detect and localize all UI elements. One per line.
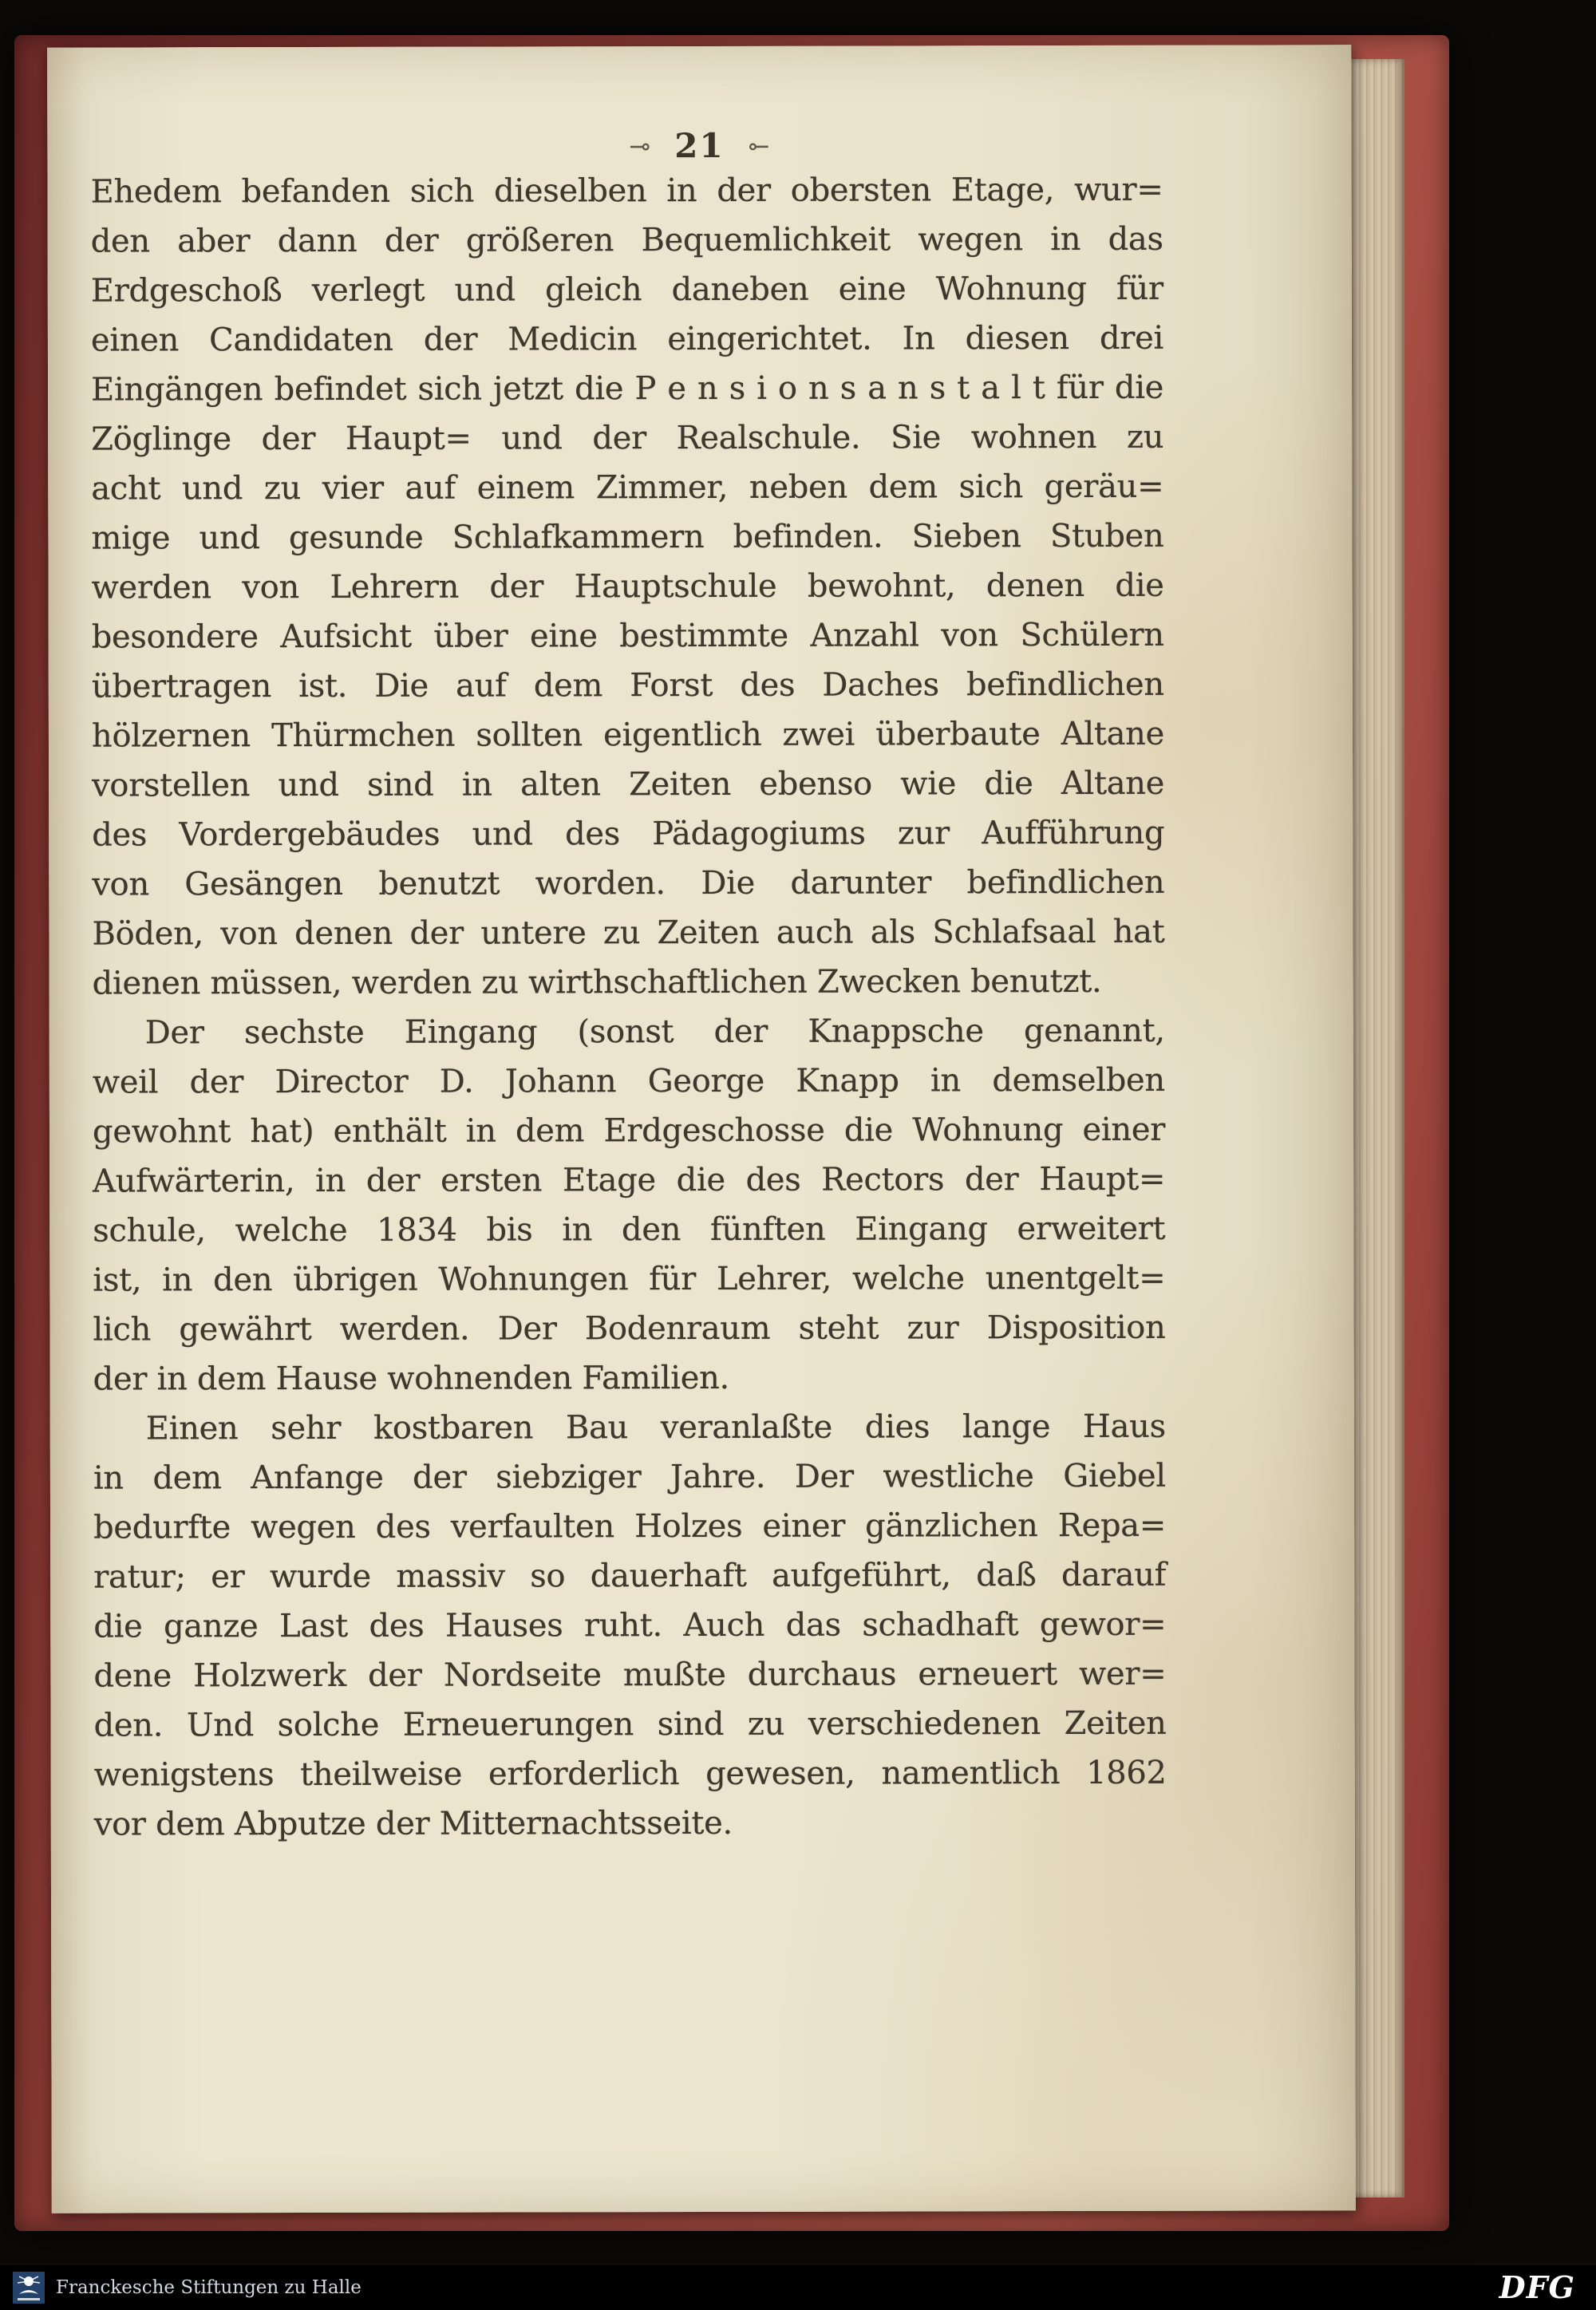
ornament-right-icon: ⊸ <box>748 130 770 161</box>
text-line: ratur; er wurde massiv so dauerhaft aufgeführt, daß darauf <box>93 1556 1167 1596</box>
text-line: Zöglinge der Haupt= und der Realschule. Sie wohnen zu <box>91 418 1164 458</box>
library-name: Franckesche Stiftungen zu Halle <box>56 2276 361 2298</box>
franckesche-stiftungen-logo-icon <box>13 2272 45 2304</box>
text-line: bedurfte wegen des verfaulten Holzes einer gänzlichen Repa= <box>93 1506 1167 1546</box>
text-line: besondere Aufsicht über eine bestimmte Anzahl von Schülern <box>91 616 1164 656</box>
text-line: wenigstens theilweise erforderlich gewesen, namentlich 1862 <box>93 1754 1167 1794</box>
text-line: acht und zu vier auf einem Zimmer, neben dem sich geräu= <box>91 468 1164 507</box>
book-page <box>47 45 1356 2213</box>
text-line: den. Und solche Erneuerungen sind zu verschiedenen Zeiten <box>93 1704 1167 1744</box>
text-line: hölzernen Thürmchen sollten eigentlich zwei überbaute Altane <box>91 715 1165 755</box>
text-line: mige und gesunde Schlafkammern befinden. Sieben Stuben <box>91 517 1164 557</box>
text-line: der in dem Hause wohnenden Familien. <box>93 1359 729 1398</box>
text-line: in dem Anfange der siebziger Jahre. Der westliche Giebel <box>93 1457 1166 1497</box>
text-line: gewohnt hat) enthält in dem Erdgeschosse die Wohnung einer <box>92 1111 1166 1151</box>
page-header <box>47 124 1351 166</box>
text-line: ist, in den übrigen Wohnungen für Lehrer, welche unentgelt= <box>93 1259 1166 1299</box>
text-line: vor dem Abputze der Mitternachtsseite. <box>93 1804 733 1843</box>
dfg-logo: DFG <box>1499 2269 1575 2305</box>
paragraph <box>93 1402 1167 1850</box>
text-line: schule, welche 1834 bis in den fünften Eingang erweitert <box>93 1210 1166 1250</box>
text-line: den aber dann der größeren Bequemlichkeit wegen in das <box>90 220 1163 260</box>
text-line: vorstellen und sind in alten Zeiten ebenso wie die Altane <box>92 764 1165 804</box>
page-number: 21 <box>674 125 725 166</box>
paragraph <box>90 165 1164 1009</box>
text-line: Erdgeschoß verlegt und gleich daneben eine Wohnung für <box>90 270 1163 310</box>
text-line: Der sechste Eingang (sonst der Knappsche genannt, <box>144 1012 1165 1052</box>
text-line: lich gewährt werden. Der Bodenraum steht zur Disposition <box>93 1309 1166 1348</box>
page-edges <box>1349 59 1404 2197</box>
text-line: dienen müssen, werden zu wirthschaftlichen Zwecken benutzt. <box>92 962 1102 1002</box>
text-line: Einen sehr kostbaren Bau veranlaßte dies lange Haus <box>145 1408 1166 1447</box>
text-line: dene Holzwerk der Nordseite mußte durchaus erneuert wer= <box>93 1655 1167 1695</box>
library-attribution <box>13 2272 361 2304</box>
text-line: des Vordergebäudes und des Pädagogiums zur Aufführung <box>92 814 1165 854</box>
ornament-left-icon: ⊸ <box>629 130 651 161</box>
text-line: übertragen ist. Die auf dem Forst des Daches befindlichen <box>91 665 1164 705</box>
text-line: Aufwärterin, in der ersten Etage die des Rectors der Haupt= <box>93 1160 1166 1200</box>
text-line: Eingängen befindet sich jetzt die P e n s i o n s a n s t a l t für die <box>91 369 1164 409</box>
text-line: weil der Director D. Johann George Knapp in demselben <box>92 1061 1165 1101</box>
text-line: einen Candidaten der Medicin eingerichtet. In diesen drei <box>90 319 1163 359</box>
text-line: Ehedem befanden sich dieselben in der obersten Etage, wur= <box>90 171 1163 211</box>
text-line: von Gesängen benutzt worden. Die darunter befindlichen <box>92 863 1165 903</box>
attribution-bar <box>0 2264 1596 2310</box>
page-text <box>90 165 1166 1850</box>
paragraph <box>93 1006 1166 1404</box>
text-line: Böden, von denen der untere zu Zeiten auch als Schlafsaal hat <box>92 913 1165 953</box>
text-line: werden von Lehrern der Hauptschule bewohnt, denen die <box>91 567 1164 606</box>
text-line: die ganze Last des Hauses ruht. Auch das schadhaft gewor= <box>93 1605 1167 1645</box>
